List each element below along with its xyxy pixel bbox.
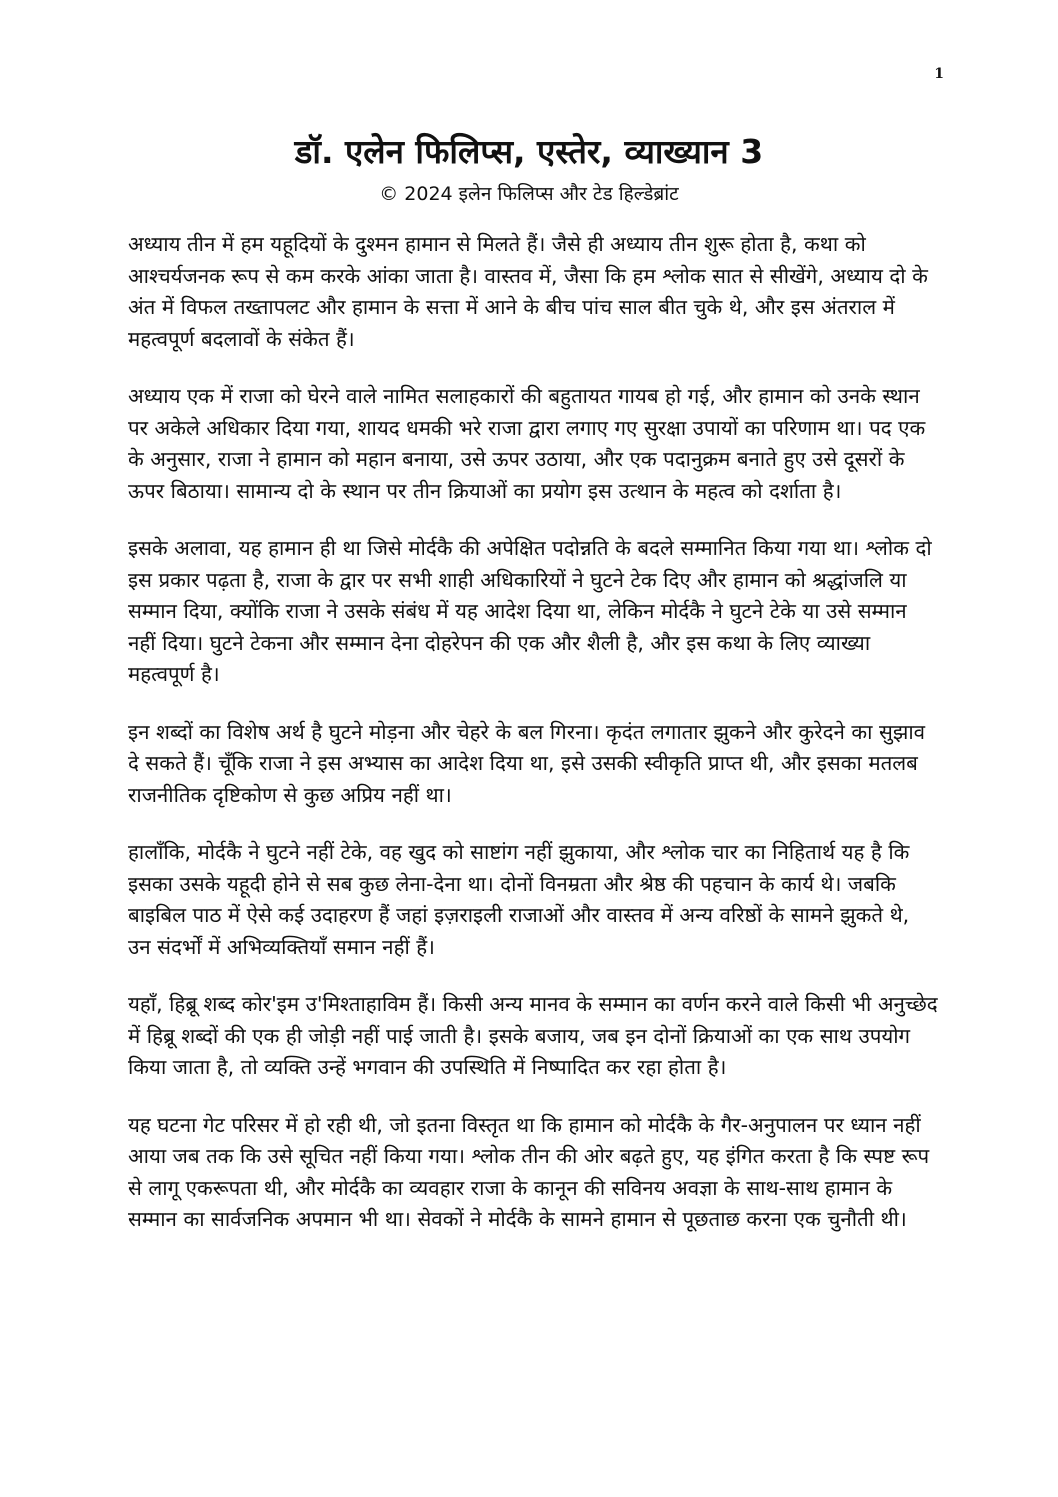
document-body (128, 229, 938, 1262)
paragraph: अध्याय एक में राजा को घेरने वाले नामित सलाहकारों की बहुतायत गायब हो गई, और हामान को उनके स्थान पर अकेले अधिकार दिया गया, शायद धमकी भरे राजा द्वारा लगाए गए सुरक्षा उपायों का परिणाम था। पद एक के अनुसार, राजा ने हामान को महान बनाया, उसे ऊपर उठाया, और एक पदानुक्रम बनाते हुए उसे दूसरों के ऊपर बिठाया। सामान्य दो के स्थान पर तीन क्रियाओं का प्रयोग इस उत्थान के महत्व को दर्शाता है। (128, 384, 926, 503)
paragraph: इसके अलावा, यह हामान ही था जिसे मोर्दकै की अपेक्षित पदोन्नति के बदले सम्मानित किया गया था। श्लोक दो इस प्रकार पढ़ता है, राजा के द्वार पर सभी शाही अधिकारियों ने घुटने टेक दिए और हामान को श्रद्धांजलि या सम्मान दिया, क्योंकि राजा ने उसके संबंध में यह आदेश दिया था, लेकिन मोर्दकै ने घुटने टेके या उसे सम्मान नहीं दिया। घुटने टेकना और सम्मान देना दोहरेपन की एक और शैली है, और इस कथा के लिए व्याख्या महत्वपूर्ण है। (128, 536, 932, 686)
paragraph: इन शब्दों का विशेष अर्थ है घुटने मोड़ना और चेहरे के बल गिरना। कृदंत लगातार झुकने और कुरेदने का सुझाव दे सकते हैं। चूँकि राजा ने इस अभ्यास का आदेश दिया था, इसे उसकी स्वीकृति प्राप्त थी, और इसका मतलब राजनीतिक दृष्टिकोण से कुछ अप्रिय नहीं था। (128, 719, 926, 807)
paragraph: यहाँ, हिब्रू शब्द कोर'इम उ'मिश्ताहाविम हैं। किसी अन्य मानव के सम्मान का वर्णन करने वाले किसी भी अनुच्छेद में हिब्रू शब्दों की एक ही जोड़ी नहीं पाई जाती है। इसके बजाय, जब इन दोनों क्रियाओं का एक साथ उपयोग किया जाता है, तो व्यक्ति उन्हें भगवान की उपस्थिति में निष्पादित कर रहा होता है। (128, 992, 938, 1079)
page-number: 1 (934, 66, 944, 82)
paragraph: यह घटना गेट परिसर में हो रही थी, जो इतना विस्तृत था कि हामान को मोर्दकै के गैर-अनुपालन पर ध्यान नहीं आया जब तक कि उसे सूचित नहीं किया गया। श्लोक तीन की ओर बढ़ते हुए, यह इंगित करता है कि स्पष्ट रूप से लागू एकरूपता थी, और मोर्दकै का व्यवहार राजा के कानून की सविनय अवज्ञा के साथ-साथ हामान के सम्मान का सार्वजनिक अपमान भी था। सेवकों ने मोर्दकै के सामने हामान से पूछताछ करना एक चुनौती थी। (128, 1112, 930, 1231)
paragraph: हालाँकि, मोर्दकै ने घुटने नहीं टेके, वह खुद को साष्टांग नहीं झुकाया, और श्लोक चार का निहितार्थ यह है कि इसका उसके यहूदी होने से सब कुछ लेना-देना था। दोनों विनम्रता और श्रेष्ठ की पहचान के कार्य थे। जबकि बाइबिल पाठ में ऐसे कई उदाहरण हैं जहां इज़राइली राजाओं और वास्तव में अन्य वरिष्ठों के सामने झुकते थे, उन संदर्भों में अभिव्यक्तियाँ समान नहीं हैं। (128, 840, 910, 959)
paragraph: अध्याय तीन में हम यहूदियों के दुश्मन हामान से मिलते हैं। जैसे ही अध्याय तीन शुरू होता है, कथा को आश्चर्यजनक रूप से कम करके आंका जाता है। वास्तव में, जैसा कि हम श्लोक सात से सीखेंगे, अध्याय दो के अंत में विफल तख्तापलट और हामान के सत्ता में आने के बीच पांच साल बीत चुके थे, और इस अंतराल में महत्वपूर्ण बदलावों के संकेत हैं। (128, 232, 928, 351)
document-title: डॉ. एलेन फिलिप्स, एस्तेर, व्याख्यान 3 (294, 132, 764, 171)
copyright-line: © 2024 इलेन फिलिप्स और टेड हिल्डेब्रांट (379, 183, 679, 205)
